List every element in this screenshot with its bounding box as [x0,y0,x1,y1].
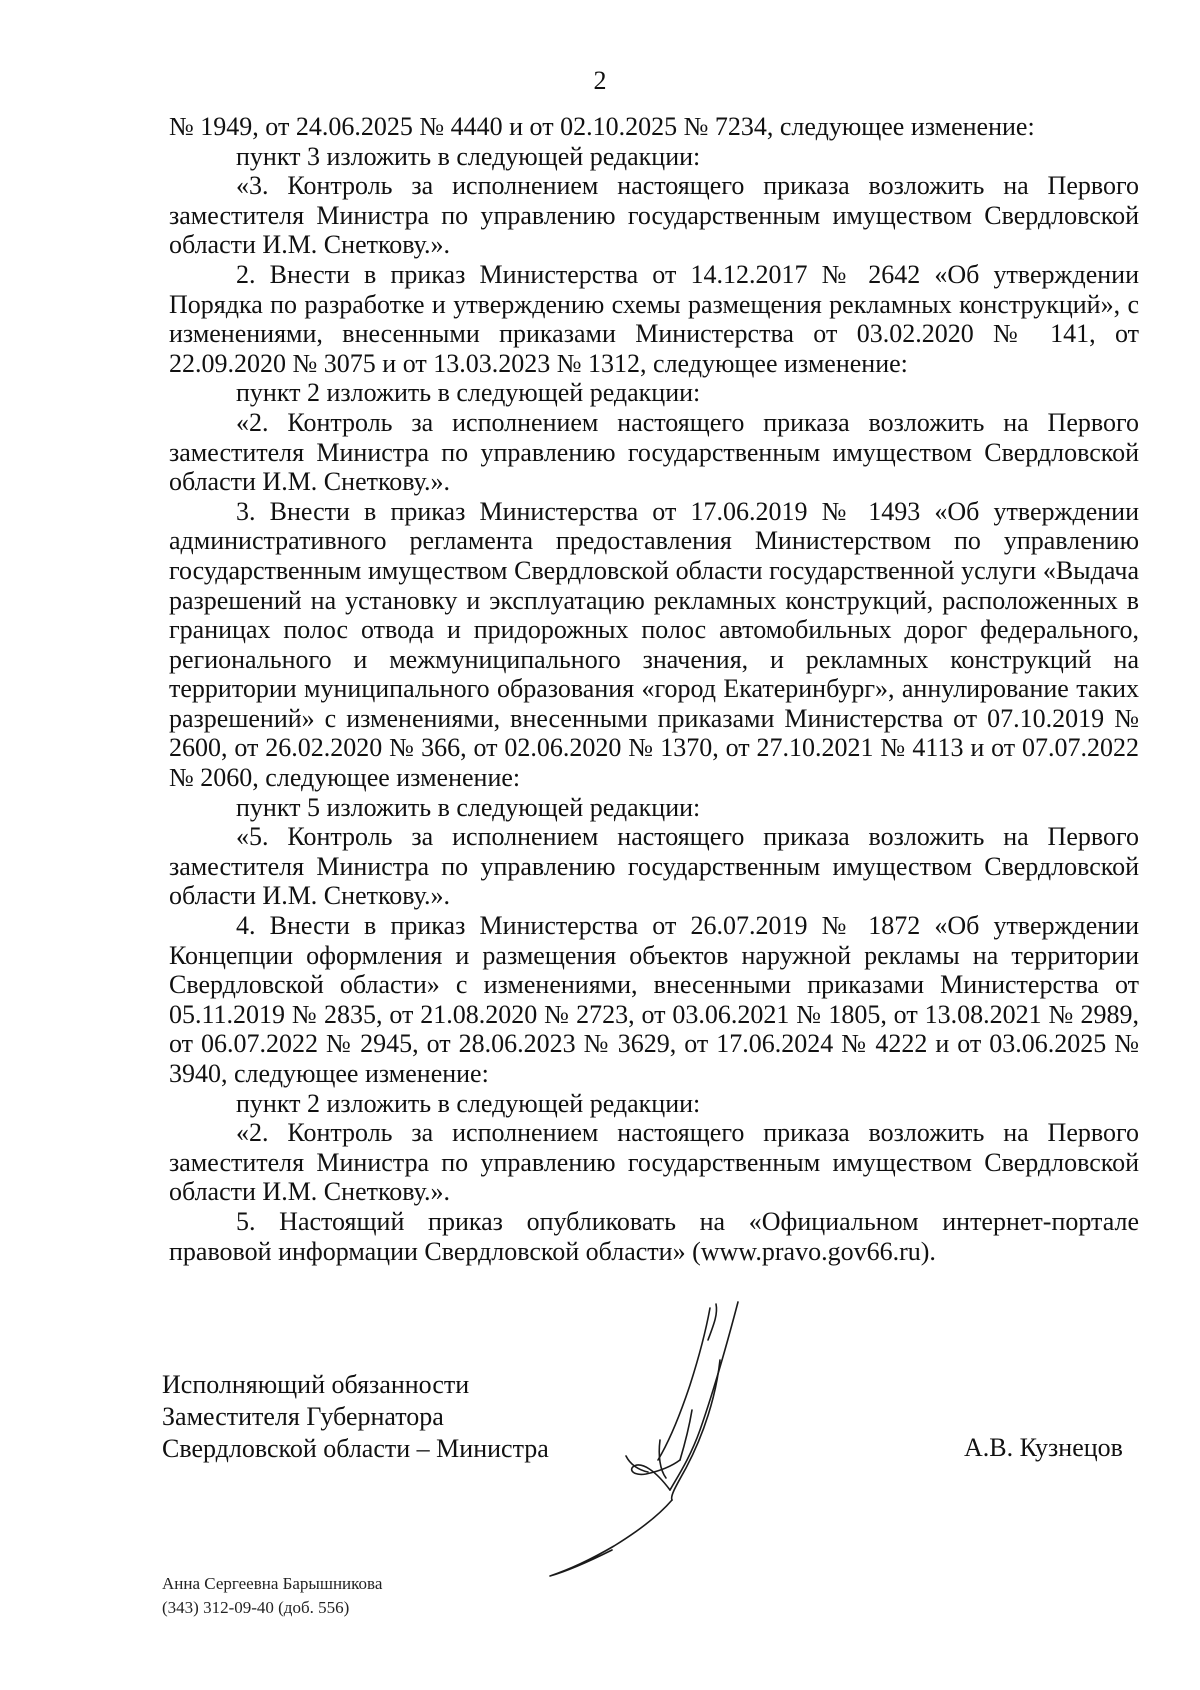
paragraph-point-3-text: «3. Контроль за исполнением настоящего приказа возложить на Первого заместителя Министра по управлению государственным имуществом Свердловской области И.М. Снеткову.». [169,171,1139,260]
signer-position-line: Исполняющий обязанности [162,1370,470,1399]
paragraph-point-2-intro-b: пункт 2 изложить в следующей редакции: [236,1088,701,1118]
paragraph-point-5-text: «5. Контроль за исполнением настоящего приказа возложить на Первого заместителя Министра по управлению государственным имуществом Свердловской области И.М. Снеткову.». [169,822,1139,911]
executor-phone: (343) 312-09-40 (доб. 556) [162,1598,350,1617]
paragraph-point-2-text: «2. Контроль за исполнением настоящего приказа возложить на Первого заместителя Министра по управлению государственным имуществом Свердловской области И.М. Снеткову.». [169,407,1139,497]
executor-name: Анна Сергеевна Барышникова [162,1574,383,1593]
paragraph-item-2: 2. Внести в приказ Министерства от 14.12.2017 № 2642 «Об утверждении Порядка по разработке и утверждению схемы размещения рекламных конструкций», с изменениями, внесенными приказами Министерства от 03.02.2020 № 141, от 22.09.2020 № 3075 и от 13.03.2023 № 1312, следующее изменение: [169,259,1139,378]
paragraph-point-3-intro: пункт 3 изложить в следующей редакции: [236,141,701,171]
paragraph-item-5: 5. Настоящий приказ опубликовать на «Официальном интернет-портале правовой информации Свердловской области» (www.pravo.gov66.ru). [169,1206,1139,1266]
signer-position-line: Свердловской области – Министра [162,1434,549,1463]
paragraph-point-5-intro: пункт 5 изложить в следующей редакции: [236,792,701,822]
paragraph-point-2-intro: пункт 2 изложить в следующей редакции: [236,378,701,408]
page-number: 2 [593,66,607,95]
document-body [169,112,1139,1266]
paragraph-point-2-text-b: «2. Контроль за исполнением настоящего приказа возложить на Первого заместителя Министра по управлению государственным имуществом Свердловской области И.М. Снеткову.». [169,1118,1139,1207]
signer-position [162,1369,549,1465]
signer-position-line: Заместителя Губернатора [162,1402,444,1431]
paragraph-item-3: 3. Внести в приказ Министерства от 17.06.2019 № 1493 «Об утверждении административного регламента предоставления Министерством по управлению государственным имуществом Свердловской области государственной услуги «Выдача разрешений на установку и эксплуатацию рекламных конструкций, расположенных в границах полос отвода и придорожных полос автомобильных дорог федерального, регионального и межмуниципального значения, и рекламных конструкций на территории муниципального образования «город Екатеринбург», аннулирование таких разрешений» с изменениями, внесенными приказами Министерства от 07.10.2019 № 2600, от 26.02.2020 № 366, от 02.06.2020 № 1370, от 27.10.2021 № 4113 и от 07.07.2022 № 2060, следующее изменение: [169,496,1139,793]
signer-name: А.В. Кузнецов [964,1433,1123,1462]
paragraph-item-4: 4. Внести в приказ Министерства от 26.07.2019 № 1872 «Об утверждении Концепции оформления и размещения объектов наружной рекламы на территории Свердловской области» с изменениями, внесенными приказами Министерства от 05.11.2019 № 2835, от 21.08.2020 № 2723, от 03.06.2021 № 1805, от 13.08.2021 № 2989, от 06.07.2022 № 2945, от 28.06.2023 № 3629, от 17.06.2024 № 4222 и от 03.06.2025 № 3940, следующее изменение: [169,911,1139,1088]
handwritten-signature [530,1300,830,1600]
executor-info [162,1572,382,1620]
paragraph-continuation: № 1949, от 24.06.2025 № 4440 и от 02.10.2025 № 7234, следующее изменение: [169,112,1035,141]
